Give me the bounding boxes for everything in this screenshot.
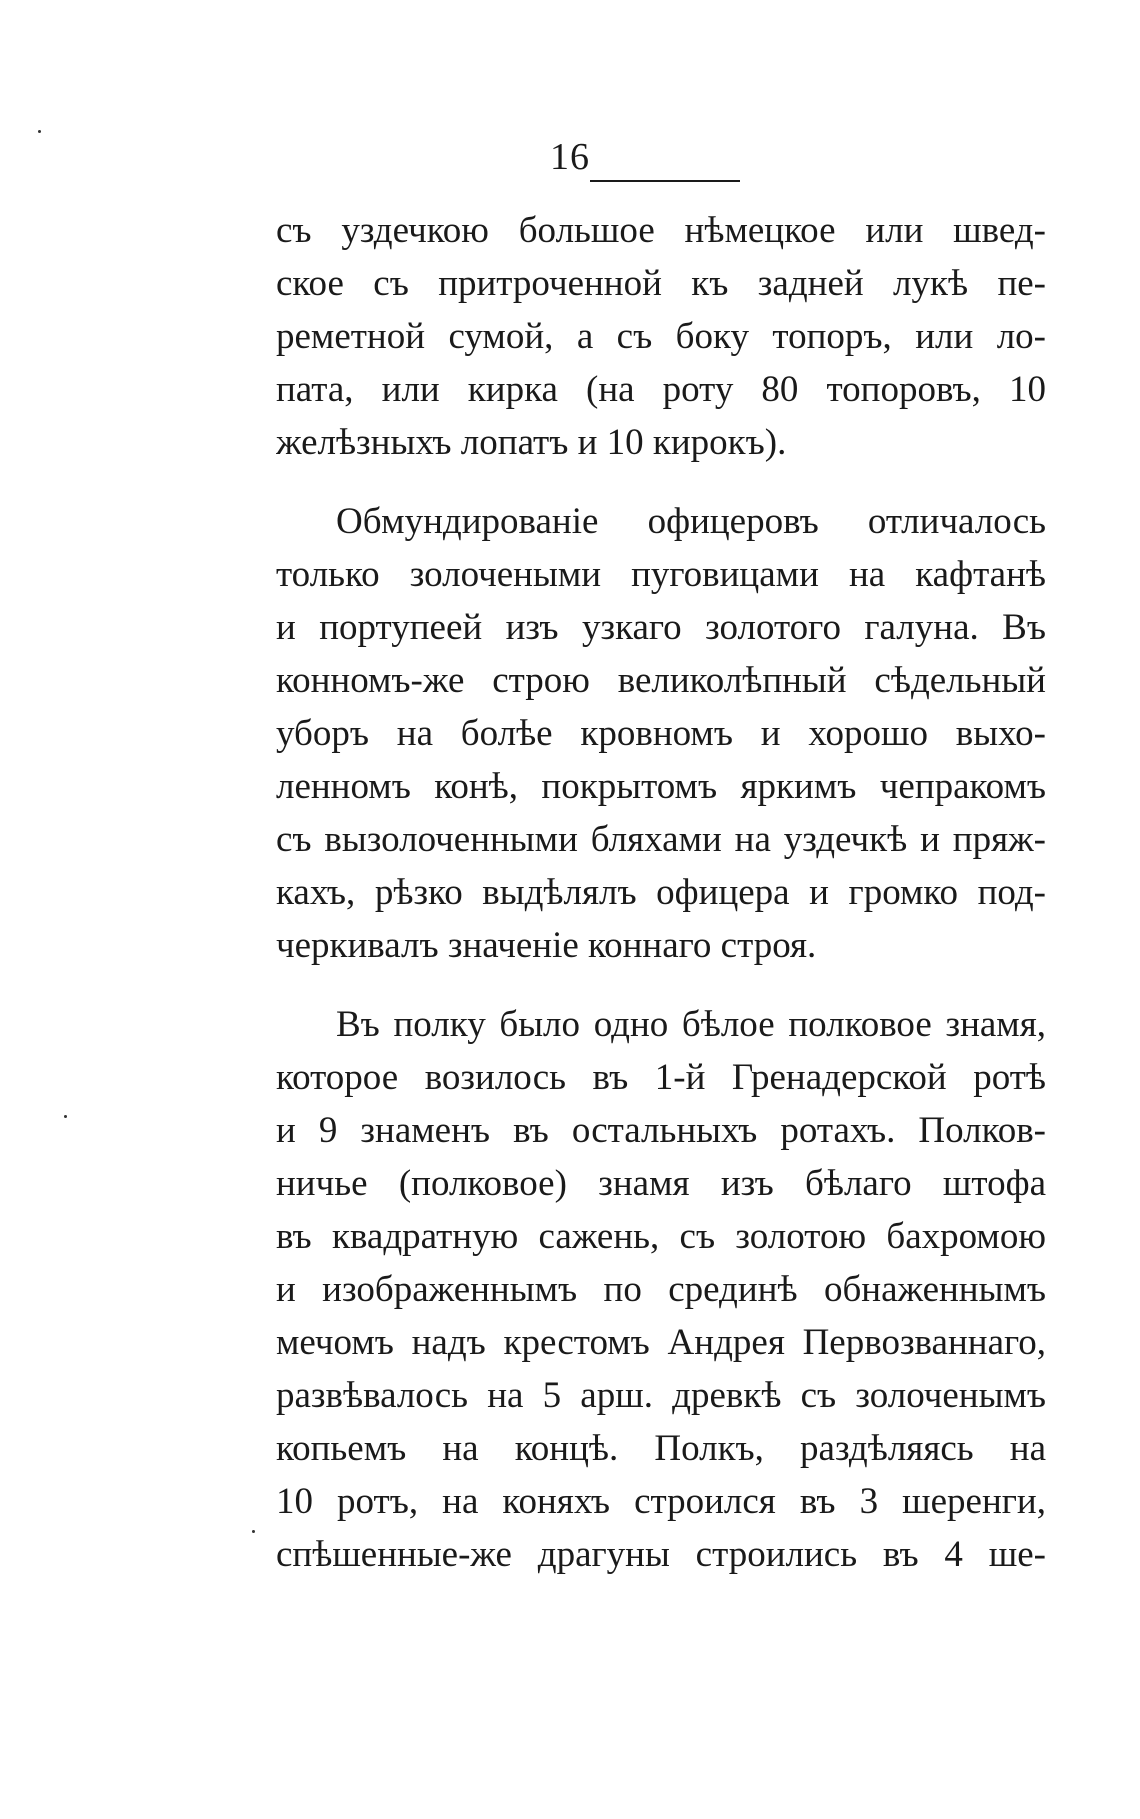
text-line: въ квадратную сажень, съ золотою бахромою — [276, 1216, 1046, 1257]
text-line: Въ полку было одно бѣлое полковое знамя, — [336, 1004, 1046, 1045]
text-line: желѣзныхъ лопатъ и 10 кирокъ). — [276, 422, 787, 463]
text-line: кахъ, рѣзко выдѣлялъ офицера и громко под- — [276, 872, 1046, 913]
text-line: и изображеннымъ по срединѣ обнаженнымъ — [276, 1269, 1046, 1310]
scan-speck — [64, 1115, 67, 1118]
text-line: спѣшенные-же драгуны строились въ 4 ше- — [276, 1534, 1046, 1575]
text-line: развѣвалось на 5 арш. древкѣ съ золоченымъ — [276, 1375, 1046, 1416]
text-line: мечомъ надъ крестомъ Андрея Первозваннаго, — [276, 1322, 1046, 1363]
text-line: конномъ-же строю великолѣпный сѣдельный — [276, 660, 1046, 701]
text-line: Обмундированіе офицеровъ отличалось — [336, 501, 1046, 542]
text-line: и 9 знаменъ въ остальныхъ ротахъ. Полков- — [276, 1110, 1046, 1151]
text-line: которое возилось въ 1-й Гренадерской ротѣ — [276, 1057, 1046, 1098]
text-block — [276, 204, 1046, 1581]
scan-speck — [38, 130, 41, 133]
text-line: ское съ притроченной къ задней лукѣ пе- — [276, 263, 1046, 304]
page-number: 16 — [550, 136, 590, 178]
text-line: 10 ротъ, на коняхъ строился въ 3 шеренги, — [276, 1481, 1046, 1522]
text-line: черкивалъ значеніе коннаго строя. — [276, 925, 817, 966]
text-line: ленномъ конѣ, покрытомъ яркимъ чепракомъ — [276, 766, 1046, 807]
paragraph-3 — [276, 998, 1046, 1581]
text-line: копьемъ на концѣ. Полкъ, раздѣляясь на — [276, 1428, 1046, 1469]
paragraph-1 — [276, 204, 1046, 469]
text-line: пата, или кирка (на роту 80 топоровъ, 10 — [276, 369, 1046, 410]
text-line: ничье (полковое) знамя изъ бѣлаго штофа — [276, 1163, 1046, 1204]
text-line: только золочеными пуговицами на кафтанѣ — [276, 554, 1046, 595]
text-line: съ вызолоченными бляхами на уздечкѣ и пряж- — [276, 819, 1046, 860]
paragraph-2 — [276, 495, 1046, 972]
text-line: и портупеей изъ узкаго золотого галуна. Въ — [276, 607, 1046, 648]
text-line: реметной сумой, а съ боку топоръ, или ло- — [276, 316, 1046, 357]
text-line: съ уздечкою большое нѣмецкое или швед- — [276, 210, 1046, 251]
page-number-rule — [590, 180, 740, 182]
scan-speck — [252, 1530, 255, 1533]
text-line: уборъ на болѣе кровномъ и хорошо выхо- — [276, 713, 1046, 754]
